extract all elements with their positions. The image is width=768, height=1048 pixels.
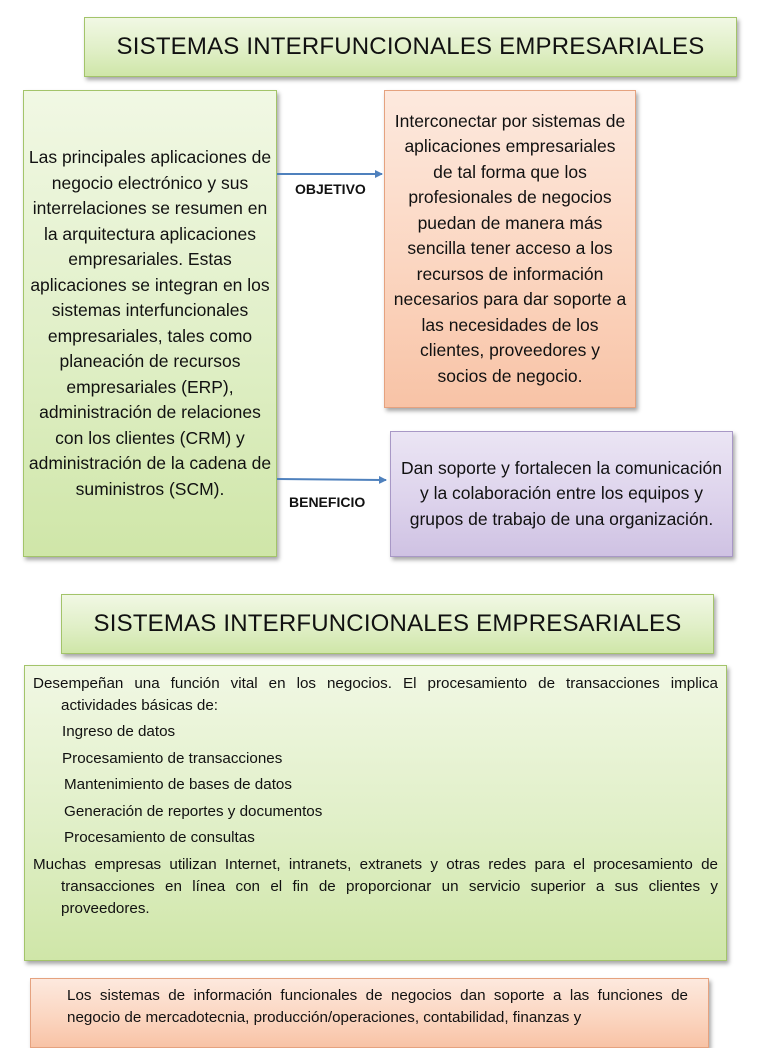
list-item: Mantenimiento de bases de datos <box>64 776 292 793</box>
objective-label: OBJETIVO <box>295 181 366 197</box>
list-item: Procesamiento de consultas <box>64 829 255 846</box>
functional-systems-text: Los sistemas de información funcionales de negocios dan soporte a las funciones de negocio de mercadotecnia, producción/operaciones, contabilidad, finanzas y <box>67 987 688 1026</box>
objective-text: Interconectar por sistemas de aplicaciones empresariales de tal forma que los profesionales de negocios puedan de manera más sencilla tener acceso a los recursos de información necesarios para dar soporte a las necesidades de los clientes, proveedores y socios de negocio. <box>393 110 627 386</box>
list-item: Generación de reportes y documentos <box>64 802 323 820</box>
transaction-activities-list <box>33 719 718 852</box>
list-item: Ingreso de datos <box>62 723 176 740</box>
slide2-title <box>61 594 714 654</box>
ebusiness-summary-text: Las principales aplicaciones de negocio electrónico y sus interrelaciones se resumen en la arquitectura aplicaciones empresariales. Estas aplicaciones se integran en los sistemas interfuncionales empresariales, tales como planeación de recursos empresariales (ERP), administración de relaciones con los clientes (CRM) y administración de la cadena de suministros (SCM). <box>28 147 272 499</box>
slide2-title-text: SISTEMAS INTERFUNCIONALES EMPRESARIALES <box>93 610 682 637</box>
transaction-processing-box <box>24 665 727 961</box>
slide1-title-text: SISTEMAS INTERFUNCIONALES EMPRESARIALES <box>116 33 705 60</box>
transaction-closing: Muchas empresas utilizan Internet, intranets, extranets y otras redes para el procesamiento de transacciones en línea con el fin de proporcionar un servicio superior a sus clientes y proveedores. <box>33 855 718 917</box>
benefit-arrow <box>277 479 386 480</box>
benefit-label: BENEFICIO <box>289 494 366 510</box>
list-item: Procesamiento de transacciones <box>62 749 283 767</box>
functional-systems-box <box>30 978 709 1048</box>
transaction-intro: Desempeñan una función vital en los negocios. El procesamiento de transacciones implica actividades básicas de: <box>33 675 718 714</box>
benefit-text: Dan soporte y fortalecen la comunicación y la colaboración entre los equipos y grupos de trabajo de una organización. <box>400 457 722 529</box>
